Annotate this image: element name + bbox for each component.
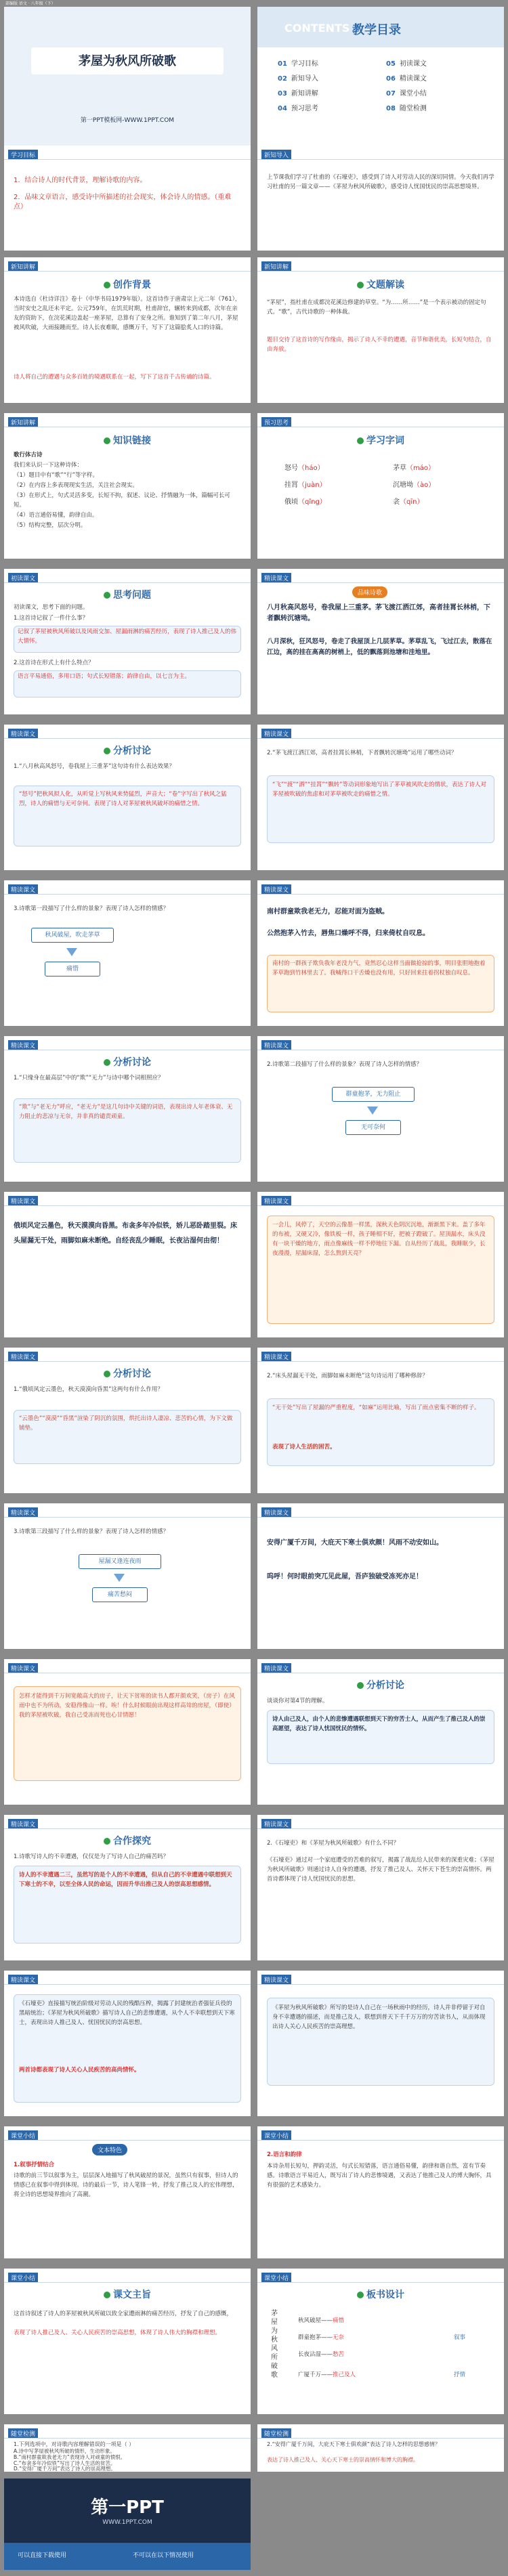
test-question: 1.下列选项中，对诗歌内容理解错误的一项是（ ）	[14, 2441, 135, 2447]
leaf-icon	[357, 2292, 364, 2298]
section-badge: 品味诗歌	[352, 586, 387, 598]
slide-features-1[interactable]	[4, 2126, 251, 2258]
slide-poem-2[interactable]	[257, 880, 504, 1026]
site-text: 第一PPT模板网-WWW.1PPT.COM	[80, 117, 175, 124]
feature-text: 诗歌的前三节以叙事为主，层层深入地描写了秋风破屋的景况，虽然只有叙事，但诗人的情感已在叙事中得到体现。诗的最后一节，诗人笔锋一转，抒发了推己及人的宏伟理想，将全诗的思想境界推向了高潮。	[14, 2172, 238, 2198]
board-side: 叙事	[454, 2334, 466, 2341]
test-option[interactable]: B.“南村群童欺我老无力”表现诗人对顽童的愤恨。	[14, 2454, 126, 2460]
word-item: 衾（qīn）	[393, 498, 424, 506]
poem-text: 安得广厦千万间，大庇天下寒士俱欢颜！风雨不动安如山。	[267, 1539, 443, 1547]
usage-denied: 不可以在以下情况使用	[133, 2552, 194, 2559]
word-item: 怒号（háo）	[284, 465, 324, 472]
explore-answer: 诗人的不幸遭遇二三，虽然写的是个人的不幸遭遇，但从自己的不幸遭遇中联想到天下寒士的不幸，以至全体人民的命运，因而升华出推己及人的崇高思想感情。	[19, 1872, 232, 1888]
explore-question: 1.诗歌写诗人的不幸遭遇，仅仅是为了写诗人自己的痛苦吗？	[14, 1853, 169, 1860]
slide-tag: 课堂小结	[261, 2273, 291, 2283]
leaf-icon	[104, 592, 110, 599]
poem-text: 呜呼！何时眼前突兀见此屋，吾庐独破受冻死亦足！	[267, 1573, 423, 1581]
analysis-question: 1.“俄顷风定云墨色，秋天漠漠向昏黑”这两句有什么作用？	[14, 1386, 163, 1393]
analysis-question: 谈谈你对第4节的理解。	[267, 1698, 329, 1704]
toc-item[interactable]: 08 随堂检测	[386, 105, 427, 112]
leaf-icon	[357, 1682, 364, 1689]
section-title: 分析讨论	[4, 744, 251, 757]
analysis-answer: “欺”与“老无力”呼应，“老无力”是这几句诗中关键的词语，表现出诗人年老体衰、无力阻止的悲凉与无奈，并非真的谴责顽童。	[19, 1104, 233, 1120]
explore-question: 2.《石壕吏》和《茅屋为秋风所破歌》有什么不同？	[267, 1840, 400, 1847]
slide-board[interactable]	[257, 2269, 504, 2414]
analysis-question: 2.“床头屋漏无干处，雨脚如麻未断绝”这句诗运用了哪种修辞？	[267, 1373, 428, 1379]
section-title: 课文主旨	[4, 2288, 251, 2301]
test-option[interactable]: C.“布衾多年冷似铁”写出了诗人生活的贫苦。	[14, 2460, 116, 2466]
toc-item[interactable]: 07 课堂小结	[386, 90, 427, 98]
knowledge-head: 歌行体古诗	[14, 452, 43, 458]
slide-tag: 课堂小结	[8, 2130, 38, 2141]
leaf-icon	[104, 2292, 110, 2298]
section-title: 板书设计	[257, 2288, 504, 2301]
emotion-box: 痛惜	[45, 962, 100, 976]
leaf-icon	[357, 282, 364, 288]
leaf-icon	[104, 282, 110, 288]
slide-features-2[interactable]	[257, 2126, 504, 2258]
slide-tag: 初读课文	[8, 573, 38, 583]
slide-tag: 新知导入	[261, 150, 291, 160]
leaf-icon	[104, 748, 110, 754]
slide-scene-1[interactable]	[4, 880, 251, 1026]
slide-tag: 新知讲解	[8, 417, 38, 427]
arrow-down-icon	[367, 1107, 378, 1115]
test-answer: 表达了诗人推己及人、关心天下寒士的崇高情怀和博大的胸襟。	[267, 2457, 419, 2463]
board-row: 广厦千万——推己及人	[298, 2371, 356, 2378]
slide-tag: 精读课文	[8, 1352, 38, 1362]
slide-compare-2[interactable]	[257, 1971, 504, 2116]
brand-url: WWW.1PPT.COM	[102, 2519, 152, 2526]
toc-item[interactable]: 03 新知讲解	[278, 90, 318, 98]
toc-item[interactable]: 05 初读课文	[386, 60, 427, 68]
test-question: 2.“安得广厦千万间，大庇天下寒士俱欢颜”表达了诗人怎样的思想感情？	[267, 2441, 440, 2447]
title-explain-red: 题目交待了这首诗的写作缘由，揭示了诗人不幸的遭遇，音节和谐优美，长短句结合，自由奔放。	[267, 337, 492, 353]
slide-tag: 学习目标	[8, 150, 38, 160]
slide-tag: 课堂小结	[8, 2273, 38, 2283]
scene-question: 3.诗歌第三段描写了什么样的景象？表现了诗人怎样的情感？	[14, 1528, 169, 1535]
analysis-answer: “飞”“渡”“洒”“挂罥”“飘转”等动词形象地写出了茅草被风吹走的情状，表达了诗人对茅屋被吹破的焦虑和对茅草被吹走的痛惜之情。	[272, 781, 487, 798]
slide-test-2[interactable]	[257, 2424, 504, 2472]
slide-words[interactable]	[257, 413, 504, 559]
question-2: 2.这首诗在形式上有什么特点？	[14, 660, 94, 666]
title-explain-text: “茅屋”，指杜甫在成都浣花溪边修建的草堂。“为……所……”是一个表示被动的固定句式。“歌”，古代诗歌的一种体裁。	[267, 299, 486, 316]
theme-red: 表现了诗人推己及人、关心人民疾苦的崇高思想，体现了诗人伟大的胸襟和理想。	[14, 2330, 221, 2336]
section-title: 合作探究	[4, 1834, 251, 1847]
slide-tag: 精读课文	[8, 1507, 38, 1518]
slide-analysis-2[interactable]	[257, 725, 504, 870]
section-title: 创作背景	[4, 278, 251, 291]
slide-tag: 精读课文	[261, 1040, 291, 1050]
slide-tag: 精读课文	[261, 729, 291, 739]
feature-heading: 1.叙事抒情结合	[14, 2162, 55, 2168]
analysis-question: 1.“只缘身在最高层”中的“欺”“无力”与诗中哪个词相照应？	[14, 1075, 164, 1081]
slide-translation-3[interactable]	[257, 1192, 504, 1337]
top-header	[0, 0, 508, 5]
analysis-answer: “无干处”写出了屋漏的严重程度，“如麻”运用比喻，写出了雨点密集不断的样子。	[272, 1404, 480, 1411]
compare-text: 《石壕吏》直接描写统治阶级对劳动人民的残酷压榨，揭露了封建统治者强征兵役的黑暗统治；《茅屋为秋风所破歌》描写诗人自己的悲惨遭遇，从个人不幸联想到天下寒士，表现出诗人推己及人、忧国忧民的崇高思想。	[19, 2000, 235, 2026]
analysis-question: 2.“茅飞渡江洒江郊，高者挂罥长林梢，下者飘转沉塘坳”运用了哪些动词？	[267, 750, 457, 756]
scene-box: 秋风破屋，吹走茅草	[31, 928, 114, 943]
slide-tag: 精读课文	[8, 729, 38, 739]
answer-2: 语言平易通俗，多用口语；句式长短错落；韵律自由，以七言为主。	[18, 673, 191, 680]
top-title: 部编版 语文 · 八年级（下）	[5, 1, 56, 6]
board-side: 抒情	[454, 2371, 466, 2378]
usage-allowed: 可以直接下载使用	[18, 2552, 67, 2559]
explore-answer: 《石壕吏》通过对一个家庭遭受的苦难的叙写，揭露了战乱给人民带来的深重灾难；《茅屋为秋风所破歌》则通过诗人自身的遭遇，抒发了推己及人、关怀天下苍生的崇高情怀。两首诗都体现了诗人忧国忧民的思想。	[267, 1857, 494, 1883]
knowledge-item: （4）语言通俗易懂，韵律自由。	[14, 512, 98, 519]
slide-brand[interactable]	[4, 2478, 251, 2570]
slide-tag: 精读课文	[8, 1975, 38, 1985]
slide-tag: 随堂检测	[261, 2428, 291, 2439]
intro-text: 上节课我们学习了杜甫的《石壕吏》，感受到了诗人对劳动人民的深切同情。今天我们再学习杜甫的另一篇文章——《茅屋为秋风所破歌》，感受诗人忧国忧民的崇高思想境界。	[267, 174, 494, 190]
test-option[interactable]: D.“安得广厦千万间”表达了诗人的崇高理想。	[14, 2466, 116, 2472]
word-item: 沉塘坳（ào）	[393, 481, 436, 489]
leaf-icon	[104, 1059, 110, 1066]
slide-goals[interactable]	[4, 146, 251, 251]
slide-tag: 新知讲解	[8, 261, 38, 272]
background-text: 本诗选自《杜诗详注》卷十（中华书局1979年版）。这首诗作于唐肃宗上元二年（761），当时安史之乱还未平定。公元759年，在饥荒时期，杜甫辞官，辗转来到成都，次年在亲友的资助下，在浣花溪边盖起一座茅屋，总算有了安身之所。谁知到了第二年八月，茅屋被风吹破，大雨接踵而至。诗人长夜难眠，感慨万千，写下了这篇脍炙人口的诗篇。	[14, 296, 241, 331]
background-red: 诗人将自己的遭遇与众多百姓的境遇联系在一起，写下了这首千古传诵的诗篇。	[14, 374, 215, 381]
slide-tag: 精读课文	[261, 1819, 291, 1829]
poem-text: 俄顷风定云墨色，秋天漠漠向昏黑。布衾多年冷似铁，娇儿恶卧踏里裂。床头屋漏无干处，雨脚如麻未断绝。自经丧乱少睡眠，长夜沾湿何由彻！	[14, 1222, 237, 1245]
feature-text: 本诗杂用长短句，押韵灵活，句式长短错落，语言通俗易懂，韵律和谐自然，富有节奏感。诗歌语言平易近人，既写出了诗人的悲惨境遇，又表达了他推己及人的博大胸怀，具有很强的艺术感染力。	[267, 2163, 492, 2189]
compare-text: 《茅屋为秋风所破歌》所写的是诗人自己在一场秋雨中的经历，诗人并非停留于对自身不幸遭遇的描述，而是推己及人，联想到普天下千千万万的穷苦读书人，从而体现出诗人关心人民疾苦的崇高理想。	[272, 2004, 486, 2030]
goal-2: 2．品味文章语言，感受诗中所描述的社会现实，体会诗人的情感。（重难点）	[14, 194, 232, 211]
slide-poem-4[interactable]	[257, 1503, 504, 1649]
analysis-red: 表现了诗人生活的困苦。	[272, 1444, 336, 1451]
slide-scene-2[interactable]	[257, 1036, 504, 1182]
toc-item[interactable]: 01 学习目标	[278, 60, 318, 68]
slide-test-1[interactable]	[4, 2424, 251, 2472]
slide-tag: 随堂检测	[8, 2428, 38, 2439]
leaf-icon	[104, 1838, 110, 1845]
slide-knowledge[interactable]	[4, 413, 251, 559]
scene-box: 屋漏又逢连夜雨	[79, 1554, 161, 1569]
contents-cn: 教学目录	[352, 23, 401, 37]
knowledge-item: （1）题目中有“歌”“行”等字样。	[14, 472, 99, 479]
slide-analysis-1[interactable]	[4, 725, 251, 870]
slide-explore-2[interactable]	[257, 1815, 504, 1960]
brand-logo: 第一PPT	[91, 2497, 164, 2518]
analysis-question: 1.“八月秋高风怒号，卷我屋上三重茅”这句诗有什么表达效果？	[14, 763, 175, 770]
slide-analysis-4[interactable]	[4, 1348, 251, 1493]
slide-analysis-6[interactable]	[257, 1659, 504, 1805]
slide-tag: 精读课文	[261, 1352, 291, 1362]
slide-tag: 精读课文	[8, 1196, 38, 1206]
section-title: 分析讨论	[257, 1678, 504, 1692]
slide-tag: 新知讲解	[261, 261, 291, 272]
slide-tag: 精读课文	[8, 1819, 38, 1829]
slide-tag: 精读课文	[261, 1507, 291, 1518]
toc-item[interactable]: 04 预习思考	[278, 105, 318, 112]
slide-background[interactable]	[4, 257, 251, 403]
arrow-down-icon	[66, 948, 77, 956]
section-title: 学习字词	[257, 433, 504, 447]
slide-tag: 精读课文	[261, 1975, 291, 1985]
leaf-icon	[104, 437, 110, 444]
word-item: 挂罥（juàn）	[284, 481, 326, 489]
slide-compare[interactable]	[4, 1971, 251, 2116]
lesson-title: 茅屋为秋风所破歌	[79, 54, 176, 68]
section-title: 分析讨论	[4, 1367, 251, 1380]
slide-scene-3[interactable]	[4, 1503, 251, 1649]
slide-tag: 精读课文	[261, 1196, 291, 1206]
slide-tag: 精读课文	[261, 1663, 291, 1673]
emotion-box: 无可奈何	[345, 1120, 401, 1135]
poem-translation: 八月深秋，狂风怒号，卷走了我屋顶上几层茅草。茅草乱飞，飞过江去，散落在江边，高的挂在高高的树梢上，低的飘落到池塘和洼地里。	[267, 638, 492, 656]
knowledge-item: （3）在形式上，句式灵活多变，长短不拘，叙述、议论、抒情融为一体，篇幅可长可短。	[14, 492, 230, 509]
arrow-down-icon	[114, 1574, 125, 1582]
goal-1: 1．结合诗人的时代背景，理解诗歌的内容。	[14, 177, 147, 184]
slide-translation-4[interactable]	[4, 1659, 251, 1805]
scene-question: 2.诗歌第二段描写了什么样的景象？表现了诗人怎样的情感？	[267, 1061, 423, 1068]
slide-analysis-3[interactable]	[4, 1036, 251, 1182]
board-row: 秋风破屋——痛惜	[298, 2317, 345, 2324]
knowledge-item: （2）在内容上多表现现实生活，关注社会现实。	[14, 482, 138, 489]
slide-tag: 精读课文	[261, 573, 291, 583]
poem-translation: 一会儿，风停了，天空的云像墨一样黑，深秋天色阴沉沉地，渐渐黑下来。盖了多年的布被，又硬又冷，像铁板一样，孩子睡相不好，把被子蹬破了。屋顶漏水，床头没有一块干燥的地方，雨点像麻线一样不停地往下漏。自从经历了战乱，我睡眠少，长夜漫漫，屋漏床湿，怎么熬到天亮？	[272, 1222, 486, 1257]
knowledge-item: （5）结构完整，层次分明。	[14, 522, 87, 529]
compare-red: 两首诗都表现了诗人关心人民疾苦的高尚情怀。	[19, 2067, 140, 2074]
slide-intro[interactable]	[257, 146, 504, 251]
poem-translation: 南村的一群孩子欺负我年老没力气，竟然忍心这样当面做抢掠的事，明目张胆地抱着茅草跑到竹林里去了。我喊得口干舌燥也没有用，只好回来拄着拐杖独自叹息。	[272, 960, 486, 976]
slide-tag: 预习思考	[261, 417, 291, 427]
slide-questions[interactable]	[4, 569, 251, 714]
slide-poem-1[interactable]	[257, 569, 504, 714]
word-item: 茅草（máo）	[393, 465, 435, 472]
analysis-answer: “怒号”把秋风拟人化，从听觉上写秋风来势猛烈，声音大；“卷”字写出了秋风之猛烈，诗人的痛惜与无可奈何。表现了诗人对茅屋被秋风破坏的痛惜之情。	[19, 791, 227, 807]
toc-item[interactable]: 02 新知导入	[278, 75, 318, 83]
slide-theme[interactable]	[4, 2269, 251, 2414]
slide-explore-1[interactable]	[4, 1815, 251, 1960]
slide-analysis-5[interactable]	[257, 1348, 504, 1493]
test-option[interactable]: A.诗中写茅屋被秋风所破的情形，生动形象。	[14, 2448, 115, 2454]
slide-tag: 精读课文	[8, 1040, 38, 1050]
poem-translation: 怎样才能得到千万间宽敞高大的房子，让天下贫寒的读书人都开颜欢笑，（房子）在风雨中也不为所动，安稳得像山一样。唉！什么时候眼前出现这样高耸的房屋，（即使）我的茅屋被吹破，我自己受冻而死也心甘情愿！	[19, 1693, 235, 1719]
knowledge-sub: 我们来认识一下这种诗体：	[14, 462, 83, 469]
board-vertical-title: 茅屋为秋风所破歌	[271, 2310, 278, 2379]
slide-tag: 课堂小结	[261, 2130, 291, 2141]
slide-tag: 精读课文	[8, 884, 38, 895]
analysis-answer: “云墨色”“漠漠”“昏黑”渲染了阴沉的氛围，烘托出诗人凄凉、悲苦的心情，为下文做铺垫。	[19, 1415, 233, 1432]
poem-text: 南村群童欺我老无力，忍能对面为盗贼。	[267, 908, 389, 916]
theme-text: 这首诗叙述了诗人的茅屋被秋风所破以致全家遭雨淋的痛苦经历，抒发了自己的感慨，	[14, 2311, 233, 2317]
slide-poem-3[interactable]	[4, 1192, 251, 1337]
board-row: 长夜沾湿——愁苦	[298, 2351, 345, 2358]
word-item: 俄顷（qǐng）	[284, 498, 326, 506]
section-title: 思考问题	[4, 588, 251, 601]
scene-question: 3.诗歌第一段描写了什么样的景象？表现了诗人怎样的情感？	[14, 905, 169, 912]
leaf-icon	[357, 437, 364, 444]
slide-title-explain[interactable]	[257, 257, 504, 403]
poem-text: 公然抱茅入竹去，唇焦口燥呼不得，归来倚杖自叹息。	[267, 930, 429, 937]
analysis-answer: 诗人由己及人，由个人的悲惨遭遇联想到天下的穷苦士人，从而产生了推己及人的崇高愿望，表达了诗人忧国忧民的情怀。	[272, 1716, 486, 1732]
board-row: 群童抱茅——无奈	[298, 2334, 345, 2341]
section-title: 分析讨论	[4, 1055, 251, 1069]
question-intro: 初读课文，思考下面的问题。	[14, 604, 89, 611]
answer-1: 记叙了茅屋被秋风所破以及风雨交加、屋漏雨淋的痛苦经历，表现了诗人推己及人的伟大情怀。	[18, 628, 237, 645]
toc-item[interactable]: 06 精读课文	[386, 75, 427, 83]
section-badge: 文本特色	[92, 2144, 127, 2155]
scene-box: 群童抱茅，无力阻止	[332, 1087, 415, 1102]
contents-en: CONTENTS	[284, 22, 350, 35]
leaf-icon	[104, 1371, 110, 1377]
emotion-box: 痛苦愁闷	[92, 1587, 148, 1602]
question-1: 1.这首诗记叙了一件什么事？	[14, 615, 89, 622]
section-title: 文题解读	[257, 278, 504, 291]
poem-text: 八月秋高风怒号，卷我屋上三重茅。茅飞渡江洒江郊，高者挂罥长林梢，下者飘转沉塘坳。	[267, 604, 490, 622]
slide-tag: 精读课文	[8, 1663, 38, 1673]
slide-tag: 精读课文	[261, 884, 291, 895]
feature-heading: 2.语言和韵律	[267, 2151, 302, 2158]
section-title: 知识链接	[4, 433, 251, 447]
